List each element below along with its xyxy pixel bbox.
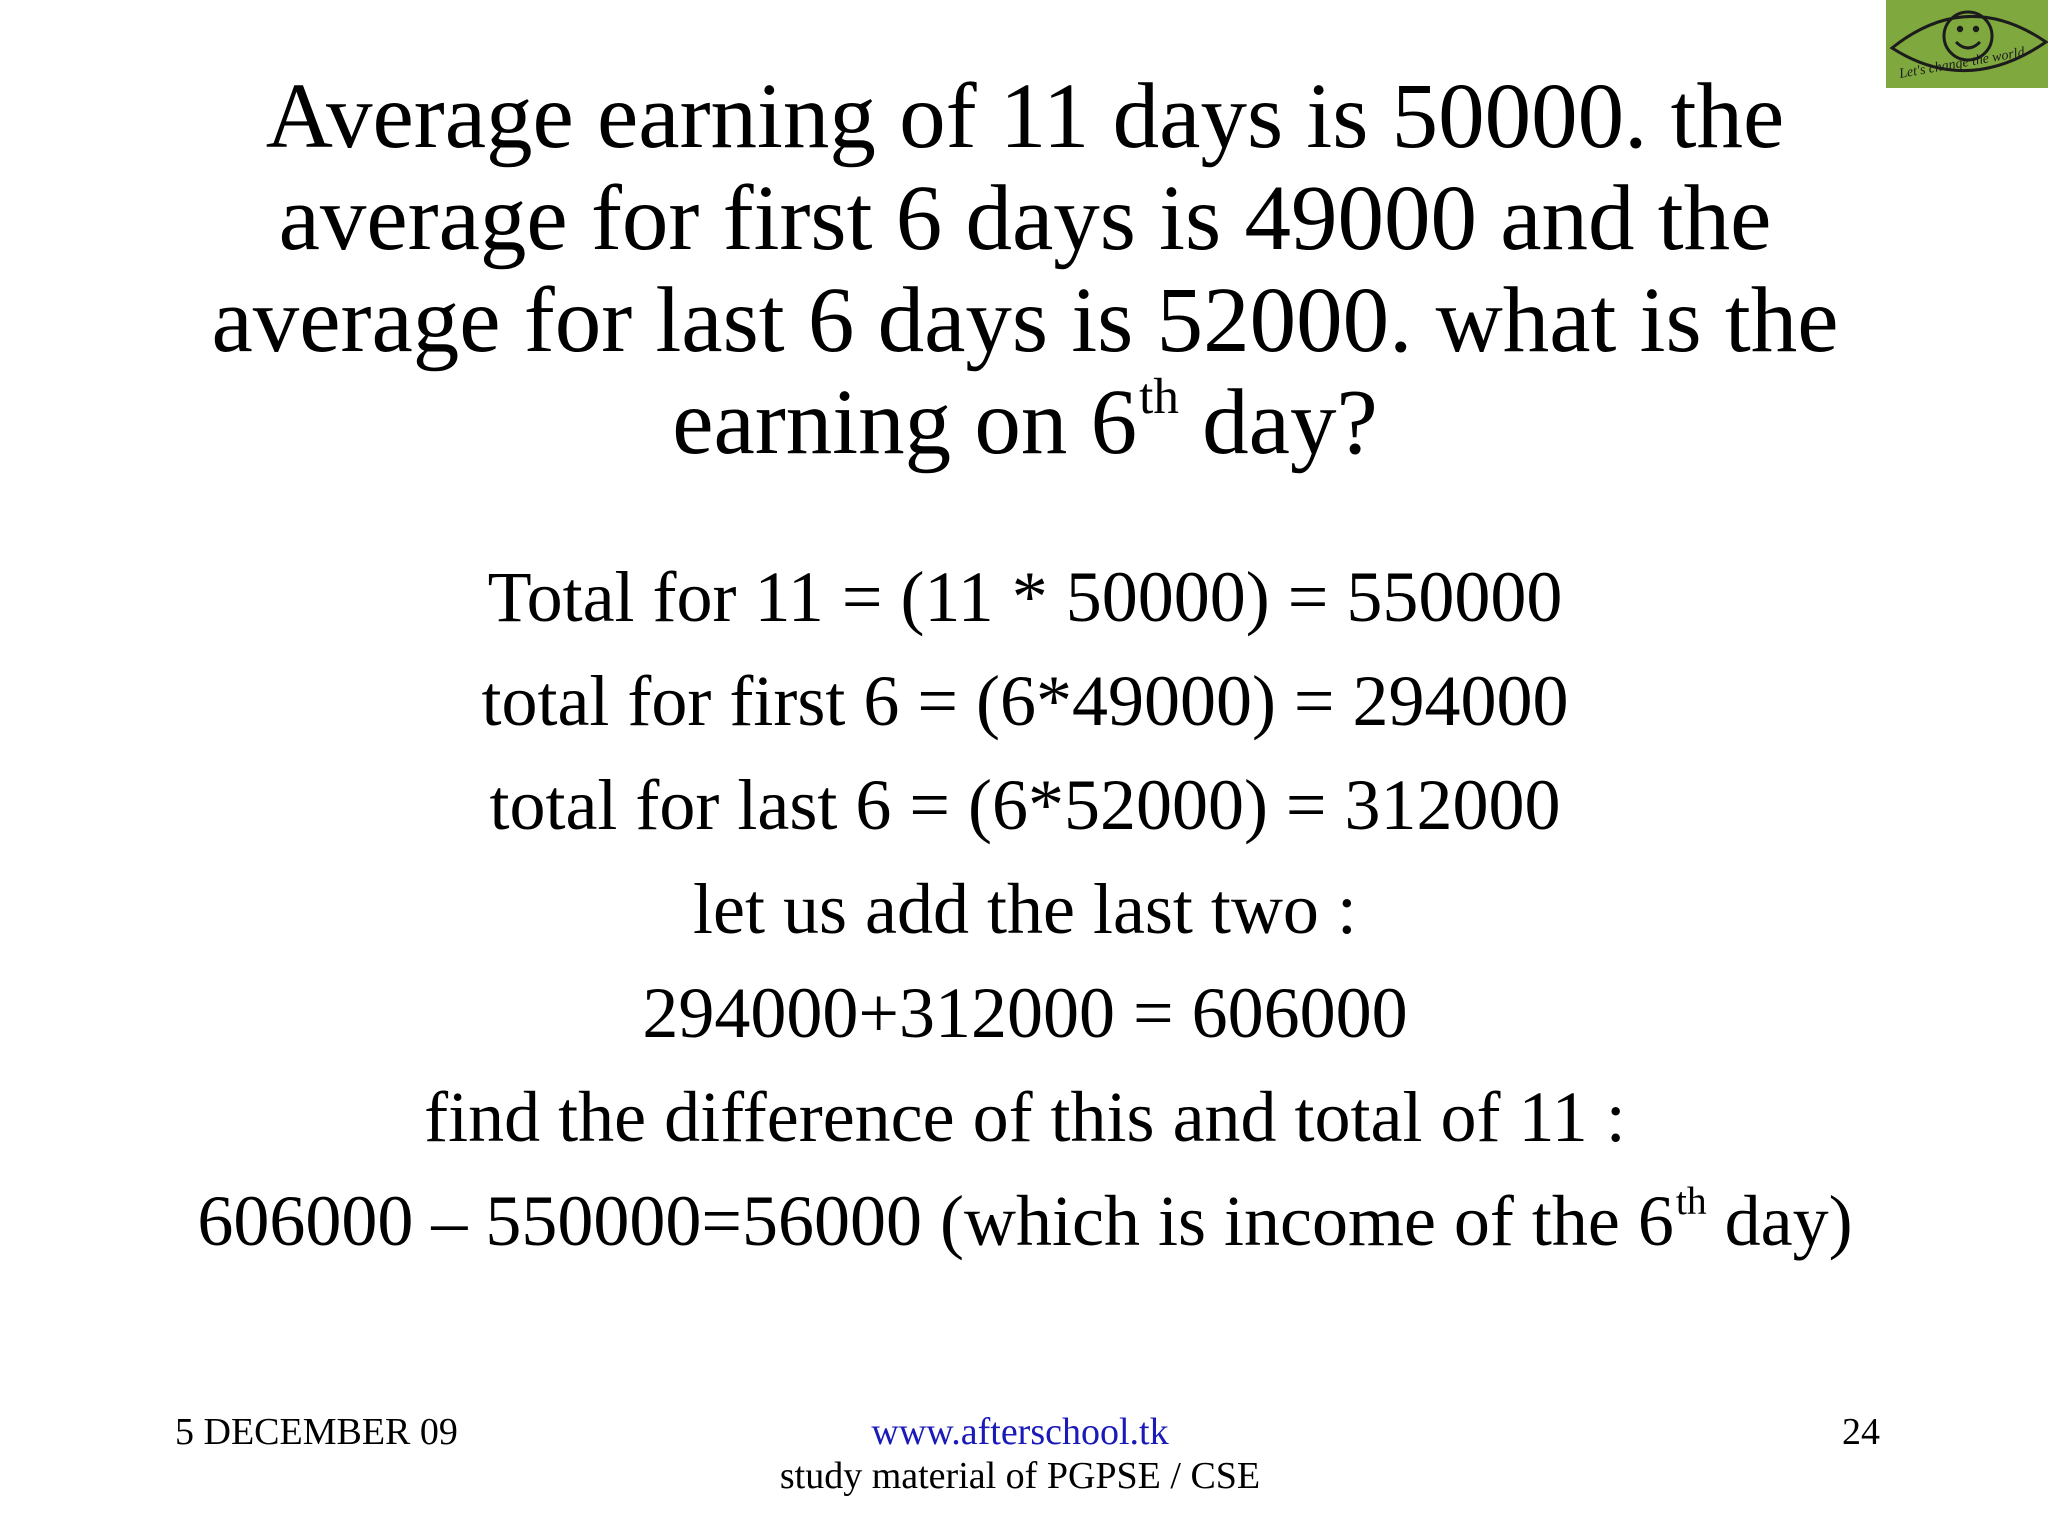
footer-subtitle: study material of PGPSE / CSE bbox=[779, 1455, 1261, 1497]
solution-line-6: find the difference of this and total of 11 : bbox=[424, 1077, 1626, 1157]
title-line-2: average for first 6 days is 49000 and the bbox=[278, 167, 1772, 270]
smiley-eye-logo-icon bbox=[1886, 0, 2048, 88]
solution-line-4: let us add the last two : bbox=[693, 869, 1357, 949]
solution-line-7-post: day) bbox=[1706, 1181, 1853, 1261]
solution-line-5: 294000+312000 = 606000 bbox=[642, 973, 1408, 1053]
solution-steps bbox=[140, 545, 1910, 1273]
title-line-4-post: day? bbox=[1178, 371, 1378, 474]
title-line-4 bbox=[140, 368, 1910, 474]
solution-line-2: total for first 6 = (6*49000) = 294000 bbox=[481, 661, 1569, 741]
solution-line-1: Total for 11 = (11 * 50000) = 550000 bbox=[487, 557, 1563, 637]
title-line-4-pre: earning on 6 bbox=[672, 371, 1138, 474]
solution-line-3: total for last 6 = (6*52000) = 312000 bbox=[489, 765, 1561, 845]
logo-graphic bbox=[1886, 0, 2048, 88]
solution-line-7-pre: 606000 – 550000=56000 (which is income of the 6 bbox=[197, 1181, 1674, 1261]
solution-line-7-superscript: th bbox=[1675, 1179, 1707, 1224]
title-line-4-superscript: th bbox=[1139, 368, 1179, 426]
title-line-1: Average earning of 11 days is 50000. the bbox=[265, 65, 1785, 168]
logo-tagline: Let's change the world bbox=[1898, 45, 2026, 82]
solution-line-7 bbox=[140, 1169, 1910, 1273]
footer-center bbox=[680, 1410, 1360, 1498]
title-line-3: average for last 6 days is 52000. what is the bbox=[211, 269, 1839, 372]
slide-title bbox=[140, 66, 1910, 474]
footer-date: 5 DECEMBER 09 bbox=[175, 1411, 458, 1453]
footer-website-link[interactable]: www.afterschool.tk bbox=[871, 1411, 1169, 1453]
slide-number: 24 bbox=[1842, 1411, 1880, 1453]
